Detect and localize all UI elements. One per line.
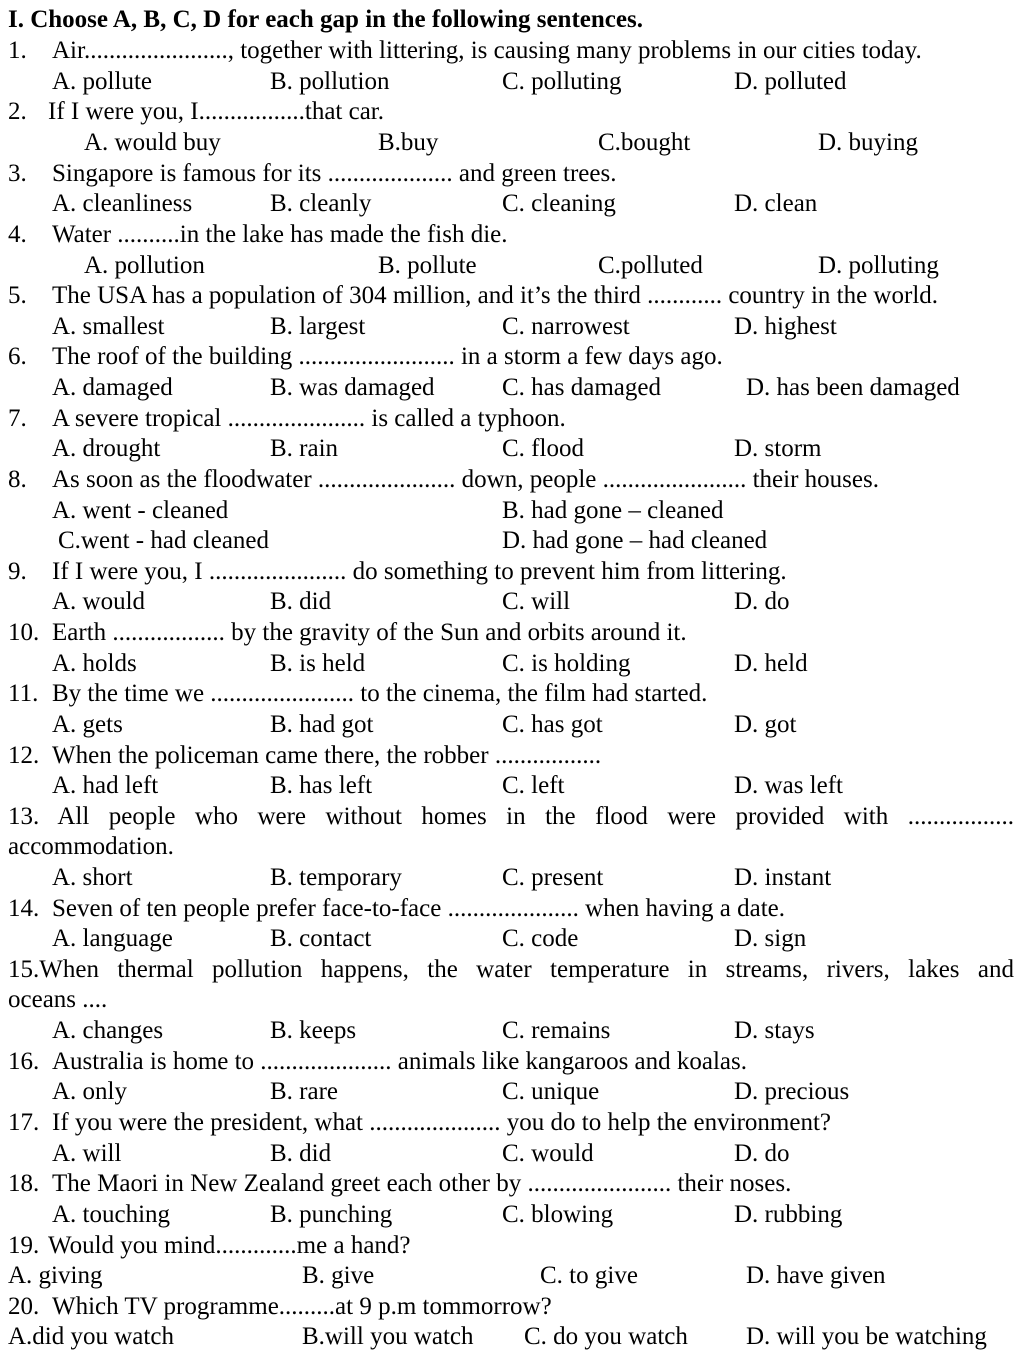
options-7 bbox=[0, 434, 1024, 464]
question-stem: When the policeman came there, the robber ................. bbox=[52, 742, 602, 769]
option-b: B. did bbox=[270, 1140, 332, 1167]
option-a: A. smallest bbox=[52, 313, 165, 340]
question-stem-continued: accommodation. bbox=[8, 833, 174, 860]
question-stem: Earth .................. by the gravity of the Sun and orbits around it. bbox=[52, 619, 687, 646]
question-number: 18. bbox=[8, 1170, 40, 1197]
option-d: D. highest bbox=[734, 313, 837, 340]
option-d: D. polluted bbox=[734, 68, 847, 95]
option-d: D. stays bbox=[734, 1017, 815, 1044]
option-a: A. pollute bbox=[52, 68, 152, 95]
options-8a bbox=[0, 496, 1024, 526]
question-number: 6. bbox=[8, 343, 27, 370]
question-stem: The USA has a population of 304 million, and it’s the third ............ country in the world. bbox=[52, 282, 939, 309]
question-number: 1. bbox=[8, 37, 27, 64]
option-c: C. would bbox=[502, 1140, 594, 1167]
option-a: A. language bbox=[52, 925, 173, 952]
option-a: A. damaged bbox=[52, 374, 173, 401]
options-8b bbox=[0, 526, 1024, 556]
option-d: D. held bbox=[734, 650, 808, 677]
question-15-continued bbox=[0, 985, 1024, 1015]
option-c: C. left bbox=[502, 772, 565, 799]
option-b: B. pollution bbox=[270, 68, 390, 95]
question-stem: Seven of ten people prefer face-to-face ..................... when having a date. bbox=[52, 895, 786, 922]
option-b: B. rain bbox=[270, 435, 339, 462]
question-stem: By the time we ....................... to the cinema, the film had started. bbox=[52, 680, 708, 707]
option-d: D. do bbox=[734, 1140, 790, 1167]
question-number: 2. bbox=[8, 98, 27, 125]
options-17 bbox=[0, 1139, 1024, 1169]
option-c: C. to give bbox=[540, 1262, 638, 1289]
question-6 bbox=[0, 342, 1024, 372]
question-stem: Air......................., together with littering, is causing many problems in our cities today. bbox=[52, 37, 922, 64]
question-number: 3. bbox=[8, 160, 27, 187]
options-4 bbox=[0, 251, 1024, 281]
options-14 bbox=[0, 924, 1024, 954]
option-d: D. storm bbox=[734, 435, 822, 462]
option-b: B.buy bbox=[378, 129, 439, 156]
option-a: A. giving bbox=[8, 1262, 103, 1289]
question-19 bbox=[0, 1231, 1024, 1261]
option-c: C.bought bbox=[598, 129, 691, 156]
option-a: A. pollution bbox=[84, 252, 205, 279]
option-d: D. got bbox=[734, 711, 797, 738]
option-c: C. is holding bbox=[502, 650, 631, 677]
options-5 bbox=[0, 312, 1024, 342]
question-number: 8. bbox=[8, 466, 27, 493]
question-stem: Would you mind.............me a hand? bbox=[48, 1232, 411, 1259]
question-18 bbox=[0, 1169, 1024, 1199]
option-c: C.polluted bbox=[598, 252, 703, 279]
question-number: 16. bbox=[8, 1048, 40, 1075]
option-c: C. flood bbox=[502, 435, 584, 462]
option-b: B. give bbox=[302, 1262, 375, 1289]
option-d: D. buying bbox=[818, 129, 918, 156]
option-d: D. had gone – had cleaned bbox=[502, 527, 768, 554]
option-d: D. will you be watching bbox=[746, 1323, 987, 1350]
option-a: A. short bbox=[52, 864, 133, 891]
options-19 bbox=[0, 1261, 1024, 1291]
option-d: D. was left bbox=[734, 772, 843, 799]
question-number: 7. bbox=[8, 405, 27, 432]
question-number: 11. bbox=[8, 680, 39, 707]
option-a: A. only bbox=[52, 1078, 127, 1105]
question-number: 10. bbox=[8, 619, 40, 646]
question-stem: Water ..........in the lake has made the fish die. bbox=[52, 221, 508, 248]
question-4 bbox=[0, 220, 1024, 250]
option-b: B.will you watch bbox=[302, 1323, 474, 1350]
question-20 bbox=[0, 1292, 1024, 1322]
option-b: B. contact bbox=[270, 925, 372, 952]
option-b: B. temporary bbox=[270, 864, 402, 891]
option-a: A.did you watch bbox=[8, 1323, 174, 1350]
question-number: 20. bbox=[8, 1293, 40, 1320]
option-a: A. would bbox=[52, 588, 146, 615]
question-stem: All people who were without homes in the flood were provided with ................. bbox=[57, 803, 1014, 830]
question-stem-continued: oceans .... bbox=[8, 986, 108, 1013]
question-16 bbox=[0, 1047, 1024, 1077]
question-stem: Which TV programme.........at 9 p.m tommorrow? bbox=[52, 1293, 552, 1320]
option-a: A. holds bbox=[52, 650, 137, 677]
question-stem: A severe tropical ...................... is called a typhoon. bbox=[52, 405, 566, 432]
option-b: B. had gone – cleaned bbox=[502, 497, 724, 524]
question-stem: If you were the president, what ..................... you do to help the environment? bbox=[52, 1109, 831, 1136]
question-stem: If I were you, I ...................... do something to prevent him from littering. bbox=[52, 558, 787, 585]
option-b: B. rare bbox=[270, 1078, 339, 1105]
options-11 bbox=[0, 710, 1024, 740]
question-17 bbox=[0, 1108, 1024, 1138]
option-d: D. clean bbox=[734, 190, 818, 217]
option-c: C. present bbox=[502, 864, 604, 891]
question-stem: If I were you, I.................that car. bbox=[48, 98, 384, 125]
option-a: A. cleanliness bbox=[52, 190, 193, 217]
options-20 bbox=[0, 1322, 1024, 1352]
options-6 bbox=[0, 373, 1024, 403]
option-b: B. did bbox=[270, 588, 332, 615]
options-18 bbox=[0, 1200, 1024, 1230]
option-b: B. keeps bbox=[270, 1017, 357, 1044]
question-7 bbox=[0, 404, 1024, 434]
option-d: D. sign bbox=[734, 925, 807, 952]
question-number: 9. bbox=[8, 558, 27, 585]
option-c: C. will bbox=[502, 588, 571, 615]
option-a: A. drought bbox=[52, 435, 161, 462]
options-12 bbox=[0, 771, 1024, 801]
options-2 bbox=[0, 128, 1024, 158]
options-3 bbox=[0, 189, 1024, 219]
option-c: C. remains bbox=[502, 1017, 611, 1044]
question-number: 4. bbox=[8, 221, 27, 248]
option-c: C. narrowest bbox=[502, 313, 630, 340]
question-number: 13. bbox=[8, 803, 40, 830]
option-b: B. pollute bbox=[378, 252, 477, 279]
option-d: D. instant bbox=[734, 864, 832, 891]
option-b: B. punching bbox=[270, 1201, 393, 1228]
option-b: B. cleanly bbox=[270, 190, 372, 217]
option-a: A. will bbox=[52, 1140, 122, 1167]
question-10 bbox=[0, 618, 1024, 648]
question-stem: As soon as the floodwater ...................... down, people ....................... their houses. bbox=[52, 466, 879, 493]
question-2 bbox=[0, 97, 1024, 127]
option-b: B. is held bbox=[270, 650, 366, 677]
option-c: C.went - had cleaned bbox=[58, 527, 270, 554]
question-stem: Australia is home to ..................... animals like kangaroos and koalas. bbox=[52, 1048, 748, 1075]
question-5 bbox=[0, 281, 1024, 311]
options-9 bbox=[0, 587, 1024, 617]
question-13 bbox=[8, 802, 1014, 832]
option-a: A. went - cleaned bbox=[52, 497, 229, 524]
option-d: D. have given bbox=[746, 1262, 886, 1289]
option-a: A. had left bbox=[52, 772, 159, 799]
question-number: 19. bbox=[8, 1232, 40, 1259]
option-b: B. largest bbox=[270, 313, 366, 340]
exercise-title: I. Choose A, B, C, D for each gap in the following sentences. bbox=[8, 6, 643, 33]
question-9 bbox=[0, 557, 1024, 587]
question-number: 5. bbox=[8, 282, 27, 309]
question-number: 14. bbox=[8, 895, 40, 922]
question-number: 12. bbox=[8, 742, 40, 769]
question-14 bbox=[0, 894, 1024, 924]
question-15 bbox=[8, 955, 1014, 985]
option-a: A. would buy bbox=[84, 129, 221, 156]
options-13 bbox=[0, 863, 1024, 893]
options-10 bbox=[0, 649, 1024, 679]
option-c: C. unique bbox=[502, 1078, 600, 1105]
question-number: 15. bbox=[8, 956, 40, 983]
option-d: D. has been damaged bbox=[746, 374, 960, 401]
options-16 bbox=[0, 1077, 1024, 1107]
option-a: A. gets bbox=[52, 711, 123, 738]
option-d: D. polluting bbox=[818, 252, 939, 279]
option-b: B. was damaged bbox=[270, 374, 435, 401]
question-number: 17. bbox=[8, 1109, 40, 1136]
question-stem: Singapore is famous for its .................... and green trees. bbox=[52, 160, 617, 187]
question-13-continued bbox=[0, 832, 1024, 862]
question-stem: The roof of the building ......................... in a storm a few days ago. bbox=[52, 343, 723, 370]
options-1 bbox=[0, 67, 1024, 97]
option-c: C. cleaning bbox=[502, 190, 616, 217]
question-stem: The Maori in New Zealand greet each other by ....................... their noses. bbox=[52, 1170, 792, 1197]
option-c: C. has got bbox=[502, 711, 603, 738]
options-15 bbox=[0, 1016, 1024, 1046]
option-d: D. precious bbox=[734, 1078, 850, 1105]
question-1 bbox=[0, 36, 1024, 66]
option-d: D. rubbing bbox=[734, 1201, 843, 1228]
option-d: D. do bbox=[734, 588, 790, 615]
option-c: C. blowing bbox=[502, 1201, 614, 1228]
question-12 bbox=[0, 741, 1024, 771]
question-stem: When thermal pollution happens, the water temperature in streams, rivers, lakes and bbox=[39, 956, 1014, 983]
option-c: C. has damaged bbox=[502, 374, 661, 401]
question-8 bbox=[0, 465, 1024, 495]
option-b: B. had got bbox=[270, 711, 374, 738]
option-a: A. touching bbox=[52, 1201, 171, 1228]
option-a: A. changes bbox=[52, 1017, 164, 1044]
question-3 bbox=[0, 159, 1024, 189]
question-11 bbox=[0, 679, 1024, 709]
option-c: C. do you watch bbox=[524, 1323, 688, 1350]
option-c: C. code bbox=[502, 925, 579, 952]
option-b: B. has left bbox=[270, 772, 373, 799]
option-c: C. polluting bbox=[502, 68, 622, 95]
